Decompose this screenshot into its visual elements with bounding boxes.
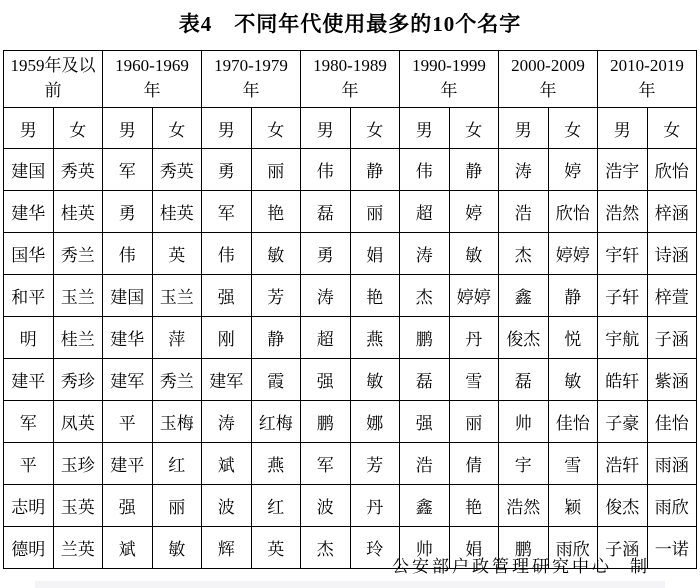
name-cell-r9-c14: 雨欣 <box>647 485 697 527</box>
period-header-2 <box>202 51 301 108</box>
name-cell-r3-c14: 诗涵 <box>647 233 697 275</box>
name-cell-r4-c3: 建国 <box>103 275 153 317</box>
name-cell-r8-c4: 红 <box>152 443 202 485</box>
period-header-6 <box>598 51 697 108</box>
name-cell-r4-c4: 玉兰 <box>152 275 202 317</box>
period-header-5 <box>499 51 598 108</box>
name-cell-r1-c4: 秀英 <box>152 149 202 191</box>
name-cell-r9-c8: 丹 <box>350 485 400 527</box>
period-line2: 前 <box>44 81 62 100</box>
name-cell-r7-c9: 强 <box>400 401 450 443</box>
name-cell-r8-c8: 芳 <box>350 443 400 485</box>
name-cell-r2-c11: 浩 <box>499 191 549 233</box>
name-cell-r9-c12: 颖 <box>548 485 598 527</box>
name-cell-r4-c7: 涛 <box>301 275 351 317</box>
period-header-1 <box>103 51 202 108</box>
name-cell-r7-c13: 子豪 <box>598 401 648 443</box>
name-cell-r7-c6: 红梅 <box>251 401 301 443</box>
sex-header-0-male: 男 <box>4 108 54 149</box>
name-cell-r8-c1: 平 <box>4 443 54 485</box>
name-cell-r6-c11: 磊 <box>499 359 549 401</box>
sex-header-6-female: 女 <box>647 108 697 149</box>
period-line1: 2010-2019 <box>610 56 684 76</box>
name-cell-r1-c7: 伟 <box>301 149 351 191</box>
name-cell-r10-c1: 德明 <box>4 527 54 569</box>
name-cell-r4-c10: 婷婷 <box>449 275 499 317</box>
name-cell-r10-c13: 子涵 <box>598 527 648 569</box>
name-cell-r10-c8: 玲 <box>350 527 400 569</box>
name-cell-r8-c5: 斌 <box>202 443 252 485</box>
period-line2: 年 <box>539 81 557 100</box>
name-cell-r3-c8: 娟 <box>350 233 400 275</box>
name-cell-r3-c11: 杰 <box>499 233 549 275</box>
name-cell-r7-c3: 平 <box>103 401 153 443</box>
name-cell-r1-c3: 军 <box>103 149 153 191</box>
name-cell-r10-c11: 鹏 <box>499 527 549 569</box>
name-cell-r7-c5: 涛 <box>202 401 252 443</box>
period-header-3 <box>301 51 400 108</box>
name-cell-r5-c2: 桂兰 <box>53 317 103 359</box>
name-cell-r3-c4: 英 <box>152 233 202 275</box>
period-line2: 年 <box>638 81 656 100</box>
period-line1: 1990-1999 <box>412 56 486 76</box>
name-cell-r1-c14: 欣怡 <box>647 149 697 191</box>
name-cell-r7-c2: 凤英 <box>53 401 103 443</box>
name-cell-r7-c10: 丽 <box>449 401 499 443</box>
name-cell-r4-c8: 艳 <box>350 275 400 317</box>
name-cell-r9-c9: 鑫 <box>400 485 450 527</box>
name-cell-r2-c4: 桂英 <box>152 191 202 233</box>
name-cell-r9-c11: 浩然 <box>499 485 549 527</box>
period-line1: 1970-1979 <box>214 56 288 76</box>
period-line1: 1980-1989 <box>313 56 387 76</box>
name-cell-r4-c14: 梓萱 <box>647 275 697 317</box>
period-header-0 <box>4 51 103 108</box>
name-cell-r5-c12: 悦 <box>548 317 598 359</box>
sex-header-4-male: 男 <box>400 108 450 149</box>
name-cell-r2-c13: 浩然 <box>598 191 648 233</box>
period-header-row <box>4 51 697 108</box>
name-cell-r9-c3: 强 <box>103 485 153 527</box>
name-cell-r2-c1: 建华 <box>4 191 54 233</box>
name-cell-r8-c7: 军 <box>301 443 351 485</box>
name-cell-r3-c1: 国华 <box>4 233 54 275</box>
sex-header-2-male: 男 <box>202 108 252 149</box>
name-cell-r5-c14: 子涵 <box>647 317 697 359</box>
name-cell-r3-c13: 宇轩 <box>598 233 648 275</box>
name-cell-r5-c13: 宇航 <box>598 317 648 359</box>
name-cell-r2-c8: 丽 <box>350 191 400 233</box>
name-cell-r4-c13: 子轩 <box>598 275 648 317</box>
name-cell-r9-c6: 红 <box>251 485 301 527</box>
table-row-9 <box>4 485 697 527</box>
name-cell-r8-c2: 玉珍 <box>53 443 103 485</box>
name-cell-r8-c9: 浩 <box>400 443 450 485</box>
credit-text: 公安部户政管理研究中心 <box>392 557 612 576</box>
name-cell-r10-c6: 英 <box>251 527 301 569</box>
table-row-1 <box>4 149 697 191</box>
table-head <box>4 51 697 149</box>
table-credit-line <box>0 552 700 577</box>
period-line1: 2000-2009 <box>511 56 585 76</box>
name-cell-r7-c4: 玉梅 <box>152 401 202 443</box>
name-cell-r3-c9: 涛 <box>400 233 450 275</box>
name-cell-r10-c3: 斌 <box>103 527 153 569</box>
period-line1: 1959年及以 <box>10 56 96 76</box>
name-cell-r3-c12: 婷婷 <box>548 233 598 275</box>
sex-header-5-female: 女 <box>548 108 598 149</box>
sex-header-1-female: 女 <box>152 108 202 149</box>
period-line2: 年 <box>341 81 359 100</box>
name-cell-r9-c4: 丽 <box>152 485 202 527</box>
name-cell-r5-c10: 丹 <box>449 317 499 359</box>
name-cell-r3-c3: 伟 <box>103 233 153 275</box>
name-cell-r10-c14: 一诺 <box>647 527 697 569</box>
name-cell-r5-c9: 鹏 <box>400 317 450 359</box>
name-cell-r5-c3: 建华 <box>103 317 153 359</box>
name-cell-r4-c2: 玉兰 <box>53 275 103 317</box>
name-cell-r8-c3: 建平 <box>103 443 153 485</box>
name-cell-r2-c14: 梓涵 <box>647 191 697 233</box>
name-cell-r8-c10: 倩 <box>449 443 499 485</box>
bottom-scrollbar-strip <box>35 581 665 588</box>
name-cell-r7-c14: 佳怡 <box>647 401 697 443</box>
name-cell-r6-c6: 霞 <box>251 359 301 401</box>
name-cell-r1-c13: 浩宇 <box>598 149 648 191</box>
period-line2: 年 <box>440 81 458 100</box>
name-cell-r4-c9: 杰 <box>400 275 450 317</box>
name-cell-r2-c5: 军 <box>202 191 252 233</box>
name-cell-r1-c2: 秀英 <box>53 149 103 191</box>
credit-suffix: 制 <box>630 557 650 576</box>
sex-header-0-female: 女 <box>53 108 103 149</box>
name-cell-r1-c10: 静 <box>449 149 499 191</box>
sex-header-2-female: 女 <box>251 108 301 149</box>
table-row-2 <box>4 191 697 233</box>
sex-header-1-male: 男 <box>103 108 153 149</box>
name-cell-r4-c11: 鑫 <box>499 275 549 317</box>
name-cell-r9-c2: 玉英 <box>53 485 103 527</box>
name-cell-r1-c9: 伟 <box>400 149 450 191</box>
name-cell-r8-c11: 宇 <box>499 443 549 485</box>
name-cell-r2-c12: 欣怡 <box>548 191 598 233</box>
sex-header-5-male: 男 <box>499 108 549 149</box>
table-row-8 <box>4 443 697 485</box>
name-cell-r1-c8: 静 <box>350 149 400 191</box>
name-cell-r6-c14: 紫涵 <box>647 359 697 401</box>
table-row-7 <box>4 401 697 443</box>
name-cell-r10-c5: 辉 <box>202 527 252 569</box>
name-cell-r7-c11: 帅 <box>499 401 549 443</box>
name-cell-r6-c5: 建军 <box>202 359 252 401</box>
name-cell-r9-c10: 艳 <box>449 485 499 527</box>
period-line2: 年 <box>143 81 161 100</box>
name-cell-r2-c3: 勇 <box>103 191 153 233</box>
table-row-5 <box>4 317 697 359</box>
name-cell-r2-c6: 艳 <box>251 191 301 233</box>
name-cell-r4-c5: 强 <box>202 275 252 317</box>
name-cell-r4-c6: 芳 <box>251 275 301 317</box>
period-line2: 年 <box>242 81 260 100</box>
name-cell-r5-c6: 静 <box>251 317 301 359</box>
table-row-4 <box>4 275 697 317</box>
name-cell-r10-c10: 娟 <box>449 527 499 569</box>
name-cell-r1-c6: 丽 <box>251 149 301 191</box>
top-names-table <box>3 50 697 569</box>
name-cell-r3-c6: 敏 <box>251 233 301 275</box>
name-cell-r6-c12: 敏 <box>548 359 598 401</box>
name-cell-r3-c5: 伟 <box>202 233 252 275</box>
table-row-3 <box>4 233 697 275</box>
name-cell-r2-c9: 超 <box>400 191 450 233</box>
name-cell-r6-c7: 强 <box>301 359 351 401</box>
name-cell-r3-c7: 勇 <box>301 233 351 275</box>
name-cell-r5-c5: 刚 <box>202 317 252 359</box>
name-cell-r3-c10: 敏 <box>449 233 499 275</box>
name-cell-r3-c2: 秀兰 <box>53 233 103 275</box>
sex-header-3-male: 男 <box>301 108 351 149</box>
name-cell-r5-c4: 萍 <box>152 317 202 359</box>
name-cell-r10-c9: 帅 <box>400 527 450 569</box>
name-cell-r6-c2: 秀珍 <box>53 359 103 401</box>
name-cell-r2-c10: 婷 <box>449 191 499 233</box>
name-cell-r10-c12: 雨欣 <box>548 527 598 569</box>
name-cell-r10-c4: 敏 <box>152 527 202 569</box>
name-cell-r5-c7: 超 <box>301 317 351 359</box>
name-cell-r6-c9: 磊 <box>400 359 450 401</box>
name-cell-r5-c8: 燕 <box>350 317 400 359</box>
name-cell-r1-c11: 涛 <box>499 149 549 191</box>
name-cell-r7-c12: 佳怡 <box>548 401 598 443</box>
name-cell-r7-c7: 鹏 <box>301 401 351 443</box>
name-cell-r6-c8: 敏 <box>350 359 400 401</box>
name-cell-r1-c5: 勇 <box>202 149 252 191</box>
period-line1: 1960-1969 <box>115 56 189 76</box>
name-cell-r5-c1: 明 <box>4 317 54 359</box>
name-cell-r5-c11: 俊杰 <box>499 317 549 359</box>
period-header-4 <box>400 51 499 108</box>
name-cell-r6-c4: 秀兰 <box>152 359 202 401</box>
name-cell-r1-c1: 建国 <box>4 149 54 191</box>
name-cell-r8-c13: 浩轩 <box>598 443 648 485</box>
sex-header-row <box>4 108 697 149</box>
name-cell-r8-c14: 雨涵 <box>647 443 697 485</box>
name-cell-r4-c12: 静 <box>548 275 598 317</box>
name-cell-r10-c2: 兰英 <box>53 527 103 569</box>
sex-header-4-female: 女 <box>449 108 499 149</box>
table-body <box>4 149 697 569</box>
table-title: 表4 不同年代使用最多的10个名字 <box>178 12 522 36</box>
name-cell-r6-c3: 建军 <box>103 359 153 401</box>
name-cell-r9-c7: 波 <box>301 485 351 527</box>
name-cell-r6-c1: 建平 <box>4 359 54 401</box>
name-cell-r6-c13: 皓轩 <box>598 359 648 401</box>
name-cell-r7-c8: 娜 <box>350 401 400 443</box>
sex-header-6-male: 男 <box>598 108 648 149</box>
name-cell-r9-c13: 俊杰 <box>598 485 648 527</box>
sex-header-3-female: 女 <box>350 108 400 149</box>
name-cell-r2-c2: 桂英 <box>53 191 103 233</box>
name-cell-r8-c6: 燕 <box>251 443 301 485</box>
name-cell-r4-c1: 和平 <box>4 275 54 317</box>
name-cell-r9-c1: 志明 <box>4 485 54 527</box>
name-cell-r10-c7: 杰 <box>301 527 351 569</box>
name-cell-r7-c1: 军 <box>4 401 54 443</box>
table-row-6 <box>4 359 697 401</box>
name-cell-r1-c12: 婷 <box>548 149 598 191</box>
name-cell-r6-c10: 雪 <box>449 359 499 401</box>
name-cell-r2-c7: 磊 <box>301 191 351 233</box>
name-cell-r8-c12: 雪 <box>548 443 598 485</box>
name-cell-r9-c5: 波 <box>202 485 252 527</box>
